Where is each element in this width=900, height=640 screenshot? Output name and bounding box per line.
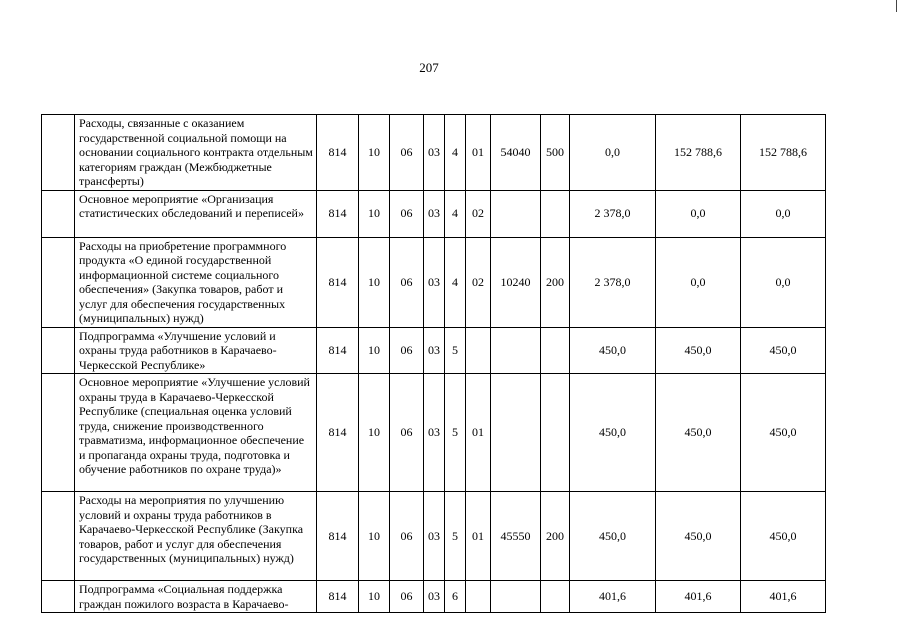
code-cell <box>466 581 491 613</box>
amount-cell: 0,0 <box>741 190 826 237</box>
code-cell: 10 <box>359 237 390 327</box>
amount-cell: 450,0 <box>570 492 656 581</box>
amount-cell: 450,0 <box>741 492 826 581</box>
code-cell: 10240 <box>491 237 541 327</box>
code-cell: 06 <box>390 581 424 613</box>
code-cell: 10 <box>359 190 390 237</box>
code-cell <box>541 581 570 613</box>
amount-cell: 0,0 <box>656 190 741 237</box>
table-row <box>42 115 826 191</box>
code-cell: 03 <box>424 492 445 581</box>
amount-cell: 401,6 <box>570 581 656 613</box>
code-cell: 06 <box>390 190 424 237</box>
scan-edge-mark <box>896 0 897 12</box>
code-cell: 06 <box>390 492 424 581</box>
blank-cell <box>42 492 75 581</box>
code-cell <box>541 327 570 374</box>
code-cell: 02 <box>466 190 491 237</box>
page-number: 207 <box>419 60 439 75</box>
item-name: Расходы на мероприятия по улучшению условий и охраны труда работников в Карачаево-Черкесской Республике (Закупка товаров, работ и услуг для обеспечения государственных (муниципальных) нужд) <box>75 492 317 581</box>
amount-cell: 2 378,0 <box>570 190 656 237</box>
code-cell: 5 <box>445 327 466 374</box>
amount-cell: 0,0 <box>656 237 741 327</box>
table-row <box>42 581 826 613</box>
code-cell: 814 <box>317 190 359 237</box>
code-cell: 4 <box>445 115 466 191</box>
code-cell: 10 <box>359 327 390 374</box>
code-cell: 01 <box>466 492 491 581</box>
code-cell: 5 <box>445 492 466 581</box>
code-cell: 06 <box>390 237 424 327</box>
budget-table <box>41 114 826 613</box>
code-cell: 02 <box>466 237 491 327</box>
blank-cell <box>42 237 75 327</box>
code-cell: 10 <box>359 374 390 492</box>
amount-cell: 0,0 <box>570 115 656 191</box>
code-cell: 45550 <box>491 492 541 581</box>
code-cell: 01 <box>466 374 491 492</box>
table-row <box>42 374 826 492</box>
amount-cell: 401,6 <box>656 581 741 613</box>
code-cell: 814 <box>317 492 359 581</box>
blank-cell <box>42 115 75 191</box>
code-cell: 5 <box>445 374 466 492</box>
amount-cell: 401,6 <box>741 581 826 613</box>
code-cell <box>541 374 570 492</box>
amount-cell: 152 788,6 <box>741 115 826 191</box>
code-cell: 10 <box>359 581 390 613</box>
code-cell: 814 <box>317 581 359 613</box>
blank-cell <box>42 327 75 374</box>
code-cell: 03 <box>424 190 445 237</box>
code-cell: 03 <box>424 327 445 374</box>
item-name: Расходы, связанные с оказанием государственной социальной помощи на основании социального контракта отдельным категориям граждан (Межбюджетные трансферты) <box>75 115 317 191</box>
amount-cell: 2 378,0 <box>570 237 656 327</box>
code-cell: 814 <box>317 327 359 374</box>
code-cell: 814 <box>317 237 359 327</box>
item-name: Подпрограмма «Улучшение условий и охраны труда работников в Карачаево-Черкесской Республике» <box>75 327 317 374</box>
code-cell: 03 <box>424 237 445 327</box>
code-cell: 06 <box>390 327 424 374</box>
amount-cell: 450,0 <box>656 374 741 492</box>
code-cell: 54040 <box>491 115 541 191</box>
code-cell: 03 <box>424 581 445 613</box>
code-cell: 6 <box>445 581 466 613</box>
code-cell: 01 <box>466 115 491 191</box>
amount-cell: 450,0 <box>656 492 741 581</box>
code-cell <box>491 190 541 237</box>
code-cell: 03 <box>424 115 445 191</box>
amount-cell: 450,0 <box>570 327 656 374</box>
code-cell <box>466 327 491 374</box>
code-cell: 10 <box>359 115 390 191</box>
code-cell <box>491 374 541 492</box>
item-name: Подпрограмма «Социальная поддержка граждан пожилого возраста в Карачаево- <box>75 581 317 613</box>
table-row <box>42 237 826 327</box>
amount-cell: 152 788,6 <box>656 115 741 191</box>
item-name: Основное мероприятие «Улучшение условий охраны труда в Карачаево-Черкесской Республике (специальная оценка условий труда, снижение производственного травматизма, информационное обеспечение и пропаганда охраны труда, подготовка и обучение работников по охране труда)» <box>75 374 317 492</box>
blank-cell <box>42 581 75 613</box>
code-cell: 4 <box>445 237 466 327</box>
item-name: Расходы на приобретение программного продукта «О единой государственной информационной системе социального обеспечения» (Закупка товаров, работ и услуг для обеспечения государственных (муниципальных) нужд) <box>75 237 317 327</box>
amount-cell: 450,0 <box>741 327 826 374</box>
item-name: Основное мероприятие «Организация статистических обследований и переписей» <box>75 190 317 237</box>
code-cell <box>541 190 570 237</box>
code-cell <box>491 327 541 374</box>
amount-cell: 0,0 <box>741 237 826 327</box>
amount-cell: 450,0 <box>656 327 741 374</box>
table-row <box>42 492 826 581</box>
code-cell: 10 <box>359 492 390 581</box>
table-row <box>42 327 826 374</box>
code-cell: 500 <box>541 115 570 191</box>
blank-cell <box>42 190 75 237</box>
code-cell: 200 <box>541 492 570 581</box>
code-cell: 06 <box>390 115 424 191</box>
blank-cell <box>42 374 75 492</box>
amount-cell: 450,0 <box>741 374 826 492</box>
code-cell: 814 <box>317 374 359 492</box>
code-cell: 200 <box>541 237 570 327</box>
table-row <box>42 190 826 237</box>
code-cell: 814 <box>317 115 359 191</box>
amount-cell: 450,0 <box>570 374 656 492</box>
code-cell: 06 <box>390 374 424 492</box>
code-cell: 03 <box>424 374 445 492</box>
code-cell: 4 <box>445 190 466 237</box>
code-cell <box>491 581 541 613</box>
